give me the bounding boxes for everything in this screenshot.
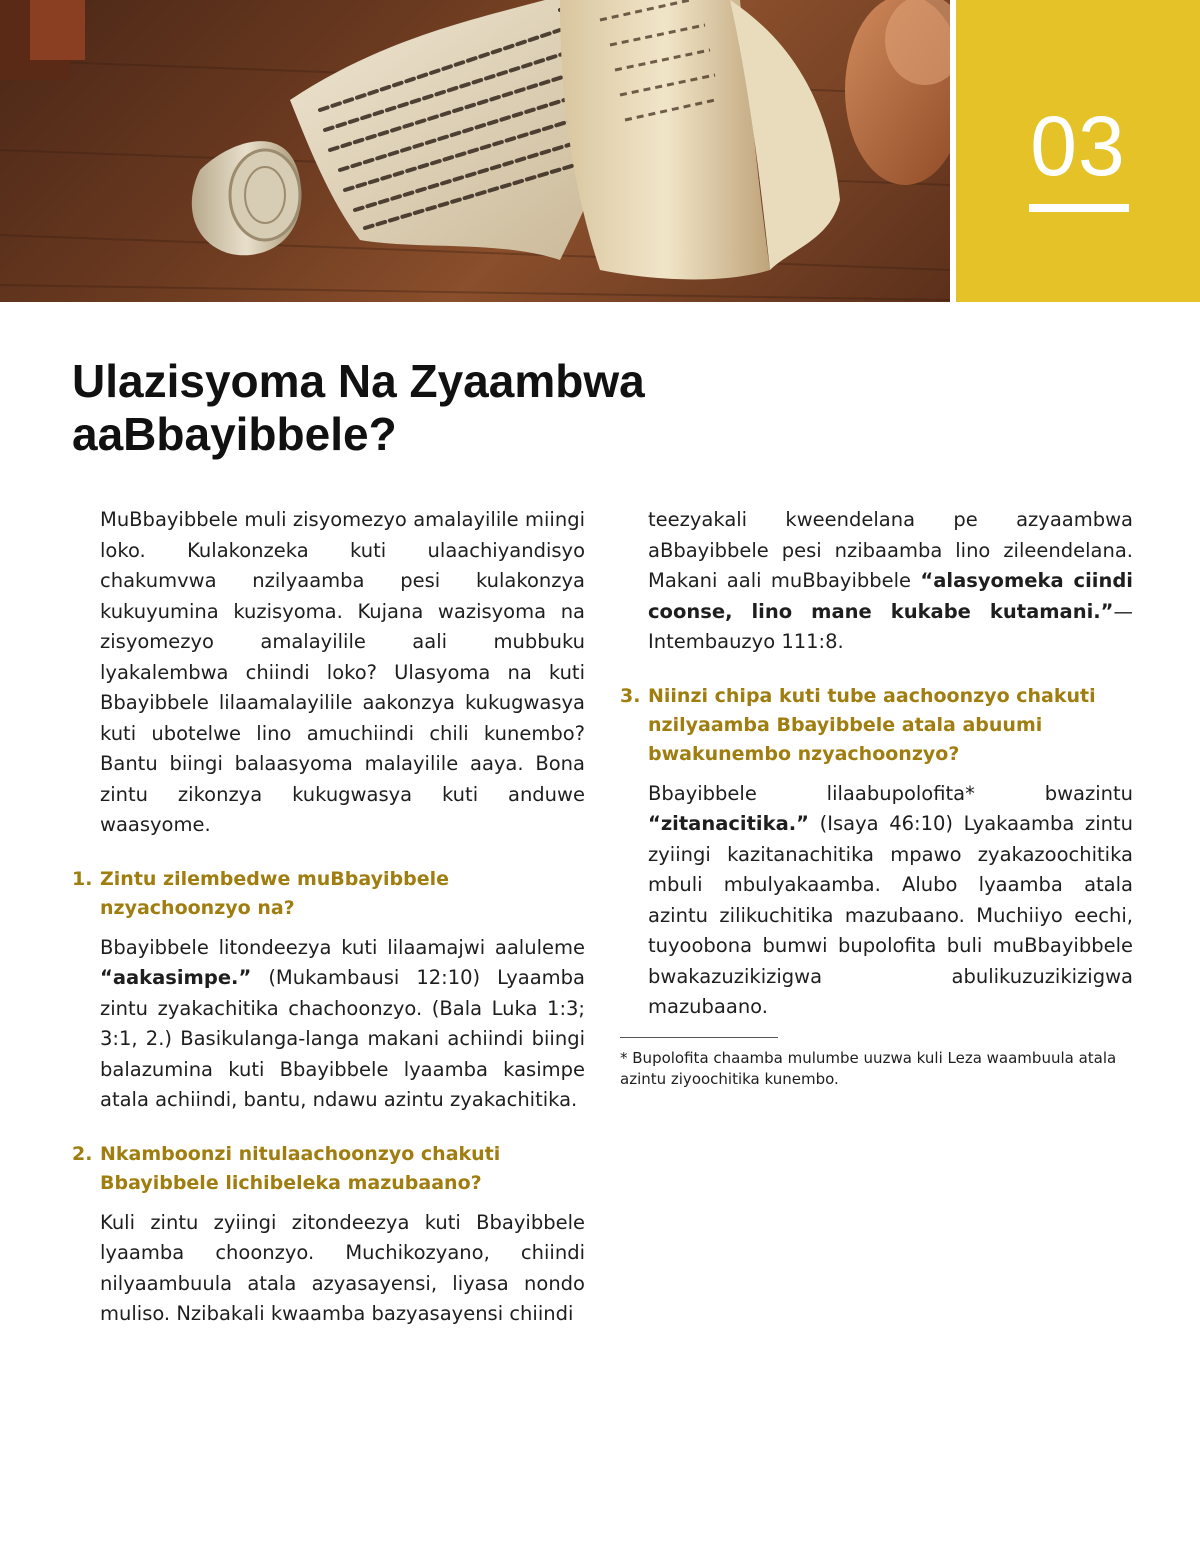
question-3 [620, 682, 1133, 769]
answer-quote: “zitanacitika.” [648, 812, 809, 835]
answer-3 [620, 779, 1133, 1023]
section-number: 03 [1030, 99, 1126, 193]
answer-2-part-1: Kuli zintu zyiingi zitondeezya kuti Bbayibbele lyaamba choonzyo. Muchikozyano, chiindi nilyaambuula atala azyasayensi, liyasa nondo muliso. Nzibakali kwaamba bazyasayensi chiindi [100, 1210, 585, 1325]
question-number: 2. [72, 1142, 93, 1165]
answer-text: (Isaya 46:10) Lyakaamba zintu zyiingi kazitanachitika mpawo zyakazoochitika mbuli mbulyakaamba. Alubo lyaamba atala azintu zilikuchitika mazubaano. Muchiiyo eechi, tuyoobona bumwi bupolofita buli muBbayibbele bwakazuzikizigwa abulikuzuzikizigwa mazubaano. [648, 812, 1133, 1018]
right-column [620, 505, 1133, 1090]
page-title: Ulazisyoma Na Zyaambwa aaBbayibbele? [72, 355, 645, 460]
hero-image [0, 0, 950, 302]
answer-2-part-2 [620, 505, 1133, 658]
answer-text: Bbayibbele lilaabupolofita* bwazintu [648, 781, 1133, 805]
footnote-divider [620, 1037, 778, 1038]
answer-text: (Mukambausi 12:10) Lyaamba zintu zyakachitika chachoonzyo. (Bala Luka 1:3; 3:1, 2.) Basikulanga-langa makani achiindi biingi balazumina kuti Bbayibbele lyaamba kasimpe atala achiindi, bantu, ndawu azintu zyakachitika. [100, 966, 585, 1111]
question-text: Niinzi chipa kuti tube aachoonzyo chakuti nzilyaamba Bbayibbele atala abuumi bwakunembo nzyachoonzyo? [648, 684, 1096, 765]
question-number: 1. [72, 867, 93, 890]
question-1 [72, 865, 585, 923]
answer-text: teezyakali kweendelana pe azyaambwa aBbayibbele pesi nzibaamba lino zileendelana. Makani aali muBbayibbele [648, 508, 1133, 592]
answer-quote: “aakasimpe.” [100, 966, 252, 989]
badge-underline [1029, 204, 1129, 212]
answer-quote: “alasyomeka ciindi coonse, lino mane kukabe kutamani.” [648, 569, 1133, 623]
left-column [72, 505, 585, 1330]
scrolls-illustration [0, 0, 950, 302]
question-2 [72, 1140, 585, 1198]
answer-text: —Intembauzyo 111:8. [648, 599, 1133, 653]
section-badge [956, 0, 1200, 302]
footnote: * Bupolofita chaamba mulumbe uuzwa kuli Leza waambuula atala azintu ziyoochitika kunembo. [620, 1048, 1117, 1088]
question-number: 3. [620, 684, 641, 707]
intro-paragraph: MuBbayibbele muli zisyomezyo amalayilile miingi loko. Kulakonzeka kuti ulaachiyandisyo chakumvwa nzilyaamba pesi kulakonzya kukuyumina kuzisyoma. Kujana wazisyoma na zisyomezyo amalayilile aali mubbuku lyakalembwa chiindi loko? Ulasyoma na kuti Bbayibbele lilaamalayilile aakonzya kukugwasya kuti ubotelwe lino amuchiindi chili kunembo? Bantu biingi balaasyoma malayilile aaya. Bona zintu zikonzya kukugwasya kuti anduwe waasyome. [100, 508, 585, 836]
question-text: Nkamboonzi nitulaachoonzyo chakuti Bbayibbele lichibeleka mazubaano? [100, 1142, 501, 1194]
answer-1 [72, 933, 585, 1116]
question-text: Zintu zilembedwe muBbayibbele nzyachoonzyo na? [100, 867, 449, 919]
answer-text: Bbayibbele litondeezya kuti lilaamajwi aaluleme [100, 935, 585, 959]
